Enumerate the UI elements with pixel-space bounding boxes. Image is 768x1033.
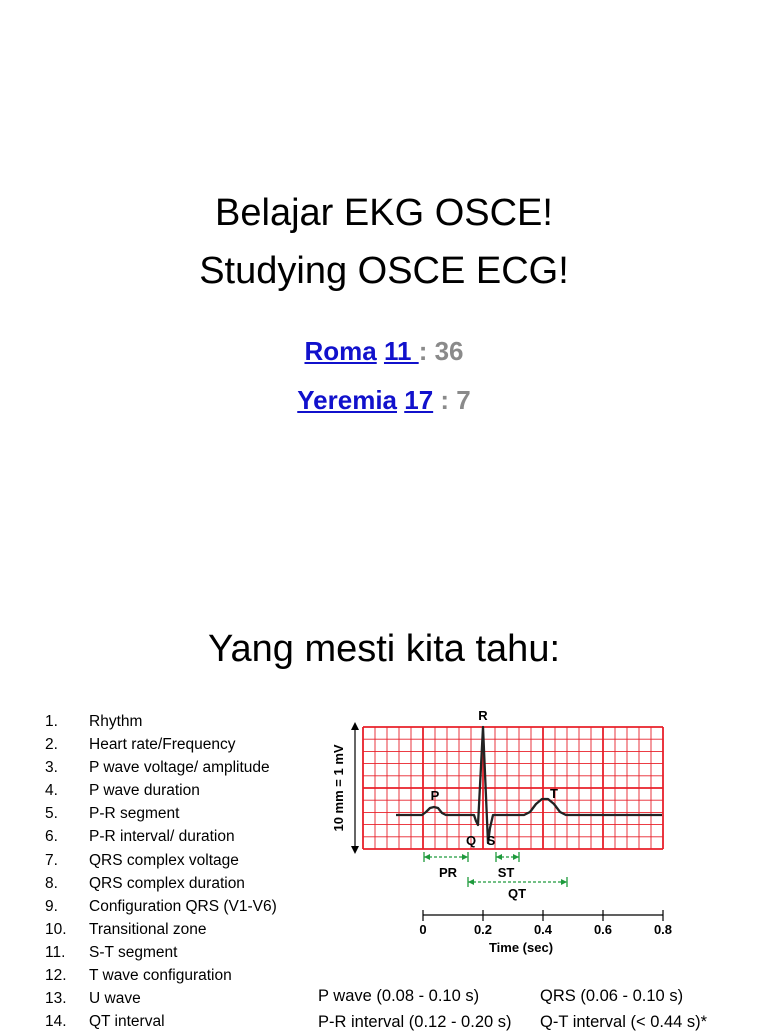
ecg-grid [363,727,663,849]
p-wave-label: P [430,788,440,803]
ecg-checklist [45,710,277,1033]
reference-separator: : [418,336,435,366]
q-wave-label: Q [465,833,477,848]
list-item: 13. U wave [45,990,141,1008]
list-item: 4. P wave duration [45,782,200,800]
verse-number: 36 [434,336,464,366]
scripture-reference-2 [0,387,768,413]
pr-interval-label: PR [438,865,458,880]
book-link-roma[interactable]: Roma [304,336,377,366]
axis-tick-label: 0.8 [653,922,673,937]
list-item: 7. QRS complex voltage [45,851,239,869]
st-segment-label: ST [497,865,515,880]
time-axis-label: Time (sec) [488,940,554,955]
list-item: 6. P-R interval/ duration [45,828,235,846]
chapter-link-11[interactable]: 11 [383,336,419,366]
axis-tick-label: 0.2 [473,922,493,937]
ecg-trace [396,727,662,843]
reference-separator: : [433,385,457,415]
list-item: 2. Heart rate/Frequency [45,736,236,754]
y-axis-label: 10 mm = 1 mV [331,744,346,832]
pr-interval-normal-range: P-R interval (0.12 - 0.20 s) [318,1013,512,1031]
axis-tick-label: 0 [419,922,427,937]
chapter-link-17[interactable]: 17 [404,385,434,415]
p-wave-normal-range: P wave (0.08 - 0.10 s) [318,987,480,1005]
page-title-line-2: Studying OSCE ECG! [199,250,569,292]
list-item: 11. S-T segment [45,943,178,961]
qt-interval-label: QT [507,886,527,901]
time-axis [419,910,672,955]
verse-number: 7 [456,385,471,415]
section-heading: Yang mesti kita tahu: [207,628,561,670]
list-item: 12. T wave configuration [45,967,232,985]
axis-tick-label: 0.6 [593,922,613,937]
list-item: 1. Rhythm [45,713,143,730]
list-item: 3. P wave voltage/ amplitude [45,759,270,777]
ecg-diagram [318,700,688,962]
list-item: 10. Transitional zone [45,920,207,938]
t-wave-label: T [550,786,558,801]
qrs-normal-range: QRS (0.06 - 0.10 s) [540,987,684,1005]
r-wave-label: R [478,708,488,723]
page-title-line-1: Belajar EKG OSCE! [215,192,553,234]
list-item: 5. P-R segment [45,805,180,823]
qt-interval-normal-range: Q-T interval (< 0.44 s)* [540,1013,708,1031]
book-link-yeremia[interactable]: Yeremia [297,385,397,415]
list-item: 9. Configuration QRS (V1-V6) [45,897,277,915]
s-wave-label: S [486,833,496,848]
scripture-reference-1 [0,338,768,364]
list-item: 8. QRS complex duration [45,874,245,892]
y-scale-bar [351,722,359,854]
list-item: 14. QT interval [45,1013,165,1031]
axis-tick-label: 0.4 [533,922,553,937]
